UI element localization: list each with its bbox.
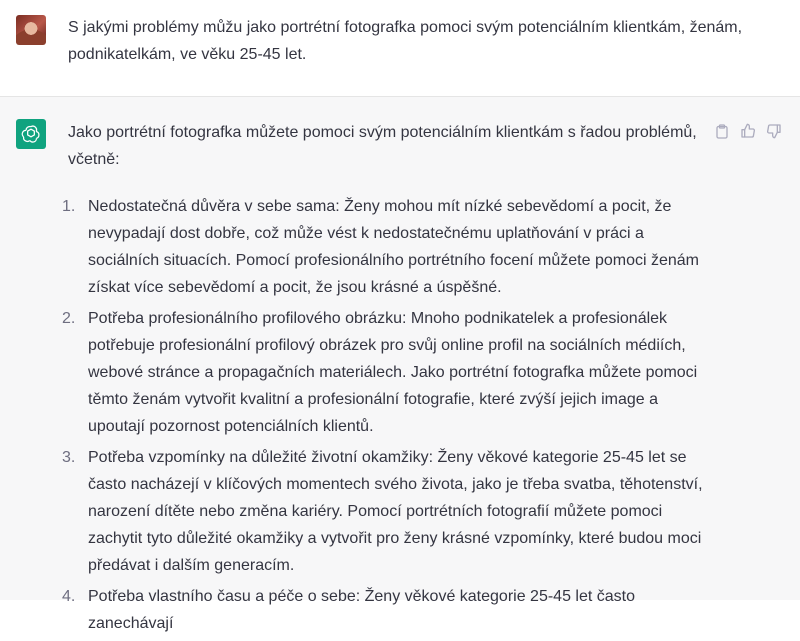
list-item: [62, 193, 704, 301]
user-message-block: [0, 0, 800, 97]
assistant-intro: Jako portrétní fotografka můžete pomoci svým potenciálním klientkám s řadou problémů, včetně:: [68, 124, 697, 168]
list-item-text: Potřeba vzpomínky na důležité životní okamžiky: Ženy věkové kategorie 25-45 let se často nacházejí v klíčových momentech svého života, jako je třeba svatba, těhotenství, narození dítěte nebo změna kariéry. Pomocí portrétních fotografií můžete pomoci zachytit tyto důležité okamžiky a vytvořit pro ženy krásné vzpomínky, které budou moci předávat i dalším generacím.: [88, 449, 703, 574]
clipboard-icon[interactable]: [714, 123, 730, 139]
assistant-message-text: [62, 119, 704, 641]
list-item-number: 3.: [62, 449, 76, 466]
message-actions: [714, 123, 782, 139]
list-item-number: 4.: [62, 588, 76, 605]
list-item-text: Potřeba vlastního času a péče o sebe: Ženy věkové kategorie 25-45 let často zanechávají: [88, 588, 635, 632]
list-item-text: Nedostatečná důvěra v sebe sama: Ženy mohou mít nízké sebevědomí a pocit, že nevypadají dost dobře, což může vést k nedostatečnému uplatňování v práci a sociálních situacích. Pomocí profesionálního portrétního focení můžete pomoci ženám získat více sebevědomí a pocit, že jsou krásné a úspěšné.: [88, 198, 699, 296]
thumbs-up-icon[interactable]: [740, 123, 756, 139]
list-item-text: Potřeba profesionálního profilového obrázku: Mnoho podnikatelek a profesionálek potřebuje profesionální profilový obrázek pro svůj online profil na sociálních médiích, webové stránce a propagačních materiálech. Jako portrétní fotografka můžete pomoci těmto ženám vytvořit kvalitní a profesionální fotografie, které zvýší jejich image a upoutají pozornost potenciálních klientů.: [88, 310, 698, 435]
thumbs-down-icon[interactable]: [766, 123, 782, 139]
list-item: [62, 583, 704, 637]
assistant-message-block: [0, 97, 800, 632]
list-item: [62, 305, 704, 440]
list-item-number: 2.: [62, 310, 76, 327]
list-item-number: 1.: [62, 198, 76, 215]
user-avatar: [16, 15, 46, 45]
list-item: [62, 444, 704, 579]
assistant-list: [62, 193, 704, 637]
user-message-text: S jakými problémy můžu jako portrétní fotografka pomoci svým potenciálním klientkám, ženám, podnikatelkám, ve věku 25-45 let.: [68, 19, 743, 63]
openai-logo-icon: [16, 119, 46, 149]
